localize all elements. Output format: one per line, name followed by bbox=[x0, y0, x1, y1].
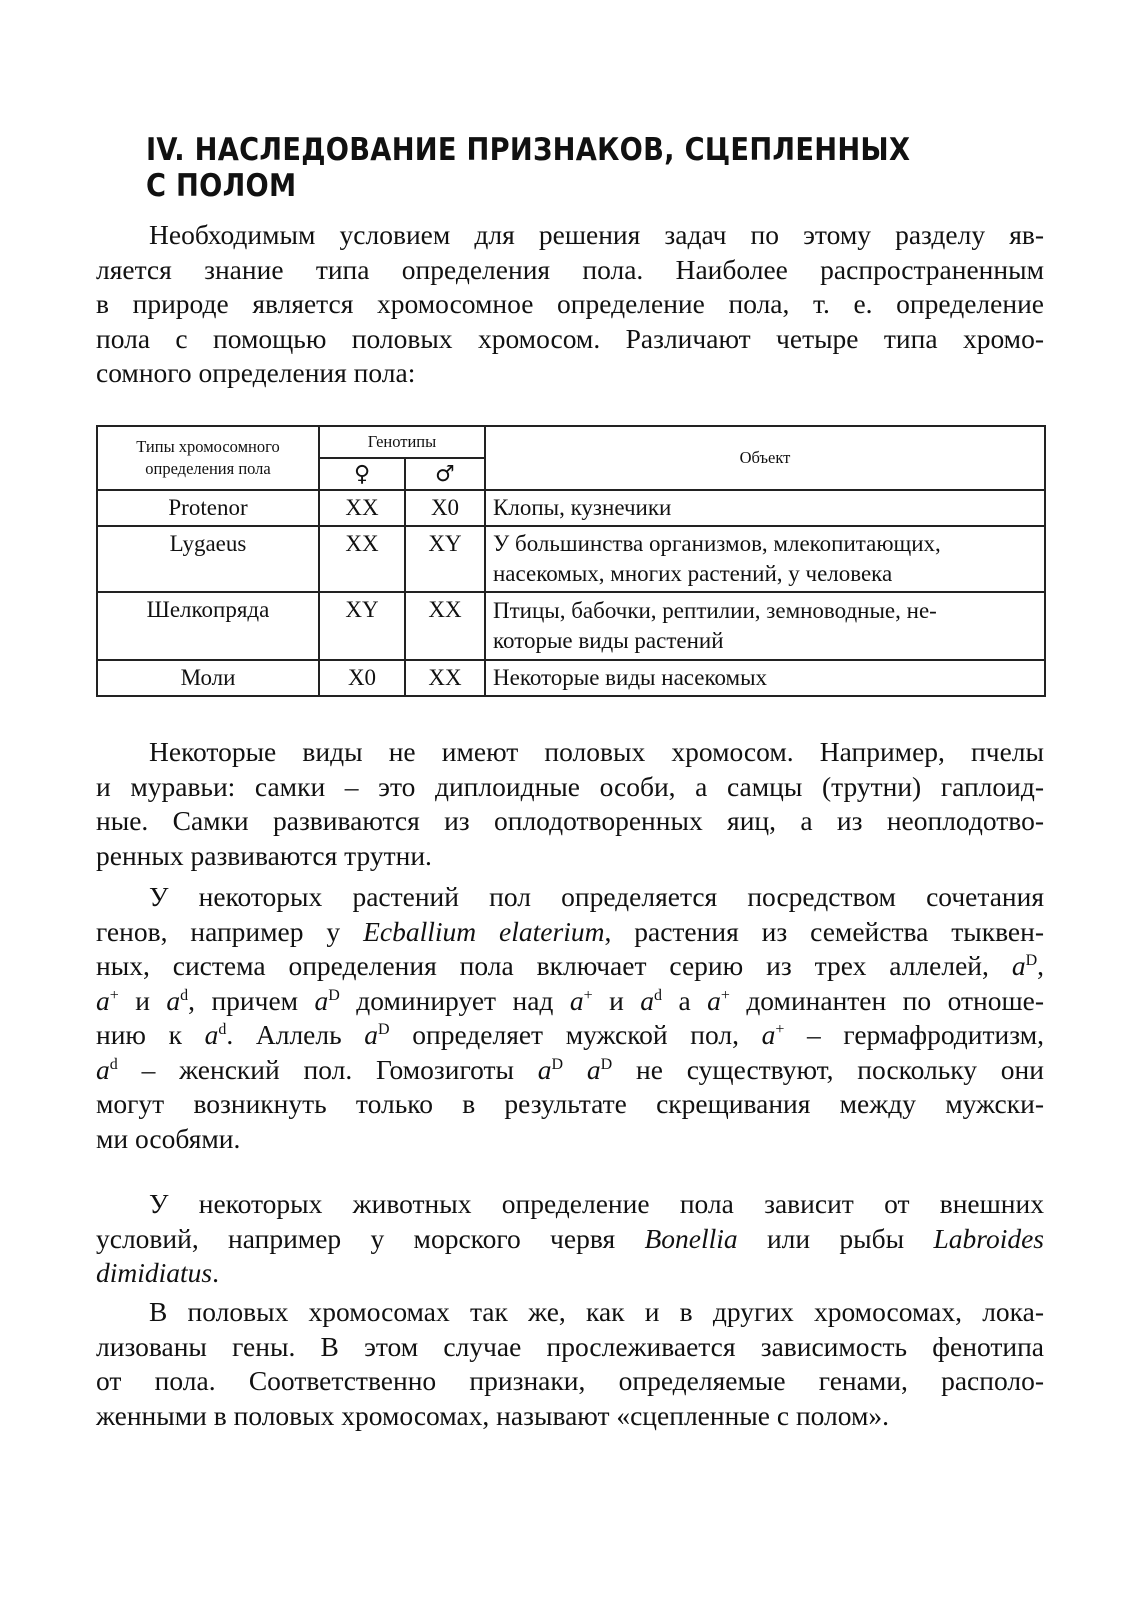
cell-male: XY bbox=[405, 526, 485, 592]
text-line: ных, система определения пола включает серию из трех аллелей, $a^D$, bbox=[96, 950, 1044, 981]
object-line: У большинства организмов, млекопитающих, bbox=[493, 531, 941, 556]
object-line: насекомых, многих растений, у человека bbox=[493, 561, 893, 586]
text-run: нию к bbox=[96, 1019, 205, 1050]
table-row bbox=[97, 490, 1045, 526]
table-row bbox=[97, 660, 1045, 696]
text-line bbox=[96, 1222, 1044, 1257]
sex-determination-table bbox=[96, 425, 1046, 697]
text-line bbox=[96, 984, 1044, 1019]
section-title: IV. НАСЛЕДОВАНИЕ ПРИЗНАКОВ, СЦЕПЛЕННЫХ С ПОЛОМ bbox=[146, 132, 911, 204]
text-line: сомного определения пола: bbox=[96, 357, 416, 388]
text-run: и bbox=[592, 984, 641, 1016]
text-run: . Аллель bbox=[226, 1019, 365, 1050]
allele-symbol: a bbox=[586, 1053, 601, 1085]
table-row bbox=[97, 592, 1045, 660]
allele-sup: d bbox=[654, 986, 662, 1004]
text-line: Необходимым условием для решения задач по этому разделу яв- bbox=[149, 219, 1044, 250]
allele-sup: D bbox=[1025, 952, 1038, 969]
allele-symbol: a bbox=[96, 1053, 110, 1085]
allele-symbol: a bbox=[761, 1019, 776, 1050]
text-line: У некоторых животных определение пола зависит от внешних bbox=[149, 1188, 1044, 1219]
allele-symbol: a bbox=[314, 984, 329, 1016]
allele-sup: D bbox=[551, 1055, 564, 1073]
cell-male: X0 bbox=[405, 490, 485, 526]
female-symbol-icon: ♀ bbox=[319, 458, 405, 490]
cell-object bbox=[485, 592, 1045, 660]
intro-paragraph bbox=[96, 218, 1044, 391]
text-line: и муравьи: самки – это диплоидные особи, а самцы (трутни) гаплоид- bbox=[96, 770, 1044, 802]
allele-symbol: a bbox=[640, 984, 654, 1016]
object-line: которые виды растений bbox=[493, 628, 724, 653]
object-line: Птицы, бабочки, рептилии, земноводные, не- bbox=[493, 598, 937, 623]
allele-symbol: a bbox=[364, 1019, 379, 1050]
header-object: Объект bbox=[485, 426, 1045, 490]
allele-symbol: a bbox=[537, 1053, 552, 1085]
allele-sup: d bbox=[109, 1055, 118, 1073]
text-run: а bbox=[662, 984, 708, 1016]
text-line bbox=[96, 1053, 1044, 1088]
allele-symbol: a bbox=[569, 984, 584, 1016]
text-line: от пола. Соответственно признаки, определяемые генами, располо- bbox=[96, 1365, 1044, 1396]
text-line: ренных развиваются трутни. bbox=[96, 839, 432, 871]
text-run: условий, например у морского червя bbox=[96, 1222, 645, 1254]
text-line: У некоторых растений пол определяется посредством сочетания bbox=[149, 881, 1044, 912]
text-line: В половых хромосомах так же, как и в других хромосомах, лока- bbox=[149, 1296, 1044, 1327]
text-run: – женский пол. Гомозиготы bbox=[117, 1053, 538, 1085]
header-type-line: определения пола bbox=[145, 459, 271, 478]
species-name: dimidiatus bbox=[96, 1257, 213, 1288]
cell-type: Protenor bbox=[97, 490, 319, 526]
text-line: могут возникнуть только в результате скрещивания между мужски- bbox=[96, 1088, 1044, 1119]
cell-male: XX bbox=[405, 592, 485, 660]
allele-sup: D bbox=[378, 1021, 390, 1038]
allele-symbol: a bbox=[166, 984, 181, 1016]
ecballium-paragraph bbox=[96, 880, 1044, 1156]
text-run: определяет мужской пол, bbox=[389, 1019, 762, 1050]
bonellia-paragraph bbox=[96, 1187, 1044, 1291]
text-line: пола с помощью половых хромосом. Различают четыре типа хромо- bbox=[96, 322, 1044, 354]
cell-female: XX bbox=[319, 490, 405, 526]
text-line bbox=[96, 915, 1044, 950]
allele-sup: D bbox=[328, 986, 340, 1004]
header-genotypes: Генотипы bbox=[319, 426, 485, 458]
allele-sup: d bbox=[218, 1021, 227, 1038]
allele-symbol: a bbox=[96, 984, 110, 1016]
cell-object: Некоторые виды насекомых bbox=[485, 660, 1045, 696]
allele-symbol: a bbox=[707, 984, 721, 1016]
sex-linked-paragraph bbox=[96, 1295, 1044, 1433]
text-line: в природе является хромосомное определение пола, т. е. определение bbox=[96, 288, 1044, 319]
allele-sup: + bbox=[775, 1021, 785, 1038]
cell-type: Lygaeus bbox=[97, 526, 319, 592]
cell-female: XX bbox=[319, 526, 405, 592]
text-run: генов, например у bbox=[96, 915, 364, 947]
text-run: , растения из семейства тыквен- bbox=[604, 915, 1044, 947]
page bbox=[96, 0, 1046, 1600]
text-line bbox=[96, 1256, 1044, 1291]
allele-symbol: a bbox=[204, 1019, 219, 1050]
allele-sup: D bbox=[600, 1055, 613, 1073]
allele-sup: d bbox=[180, 986, 189, 1004]
allele-sup: + bbox=[109, 986, 119, 1004]
text-run: доминирует над bbox=[339, 984, 570, 1016]
text-run: – гермафродитизм, bbox=[784, 1019, 1044, 1050]
cell-type: Шелкопряда bbox=[97, 592, 319, 660]
text-run: доминантен по отноше- bbox=[729, 984, 1044, 1016]
text-run: и bbox=[118, 984, 167, 1016]
bees-paragraph bbox=[96, 735, 1044, 873]
text-line bbox=[96, 1018, 1044, 1053]
species-name: Bonellia bbox=[644, 1222, 738, 1254]
cell-female: X0 bbox=[319, 660, 405, 696]
allele-sup: + bbox=[720, 986, 730, 1004]
text-run: или рыбы bbox=[737, 1222, 934, 1254]
cell-object: Клопы, кузнечики bbox=[485, 490, 1045, 526]
cell-object bbox=[485, 526, 1045, 592]
header-type bbox=[97, 426, 319, 490]
allele-sup: + bbox=[583, 986, 593, 1004]
cell-female: XY bbox=[319, 592, 405, 660]
allele-symbol: a bbox=[1011, 950, 1026, 981]
text-run: ных, система определения пола включает серию из трех аллелей, bbox=[96, 950, 1012, 981]
male-symbol-icon: ♂ bbox=[405, 458, 485, 490]
species-name: Labroides bbox=[933, 1222, 1044, 1254]
header-type-line: Типы хромосомного bbox=[136, 437, 280, 456]
cell-type: Моли bbox=[97, 660, 319, 696]
text-run: не существуют, поскольку они bbox=[612, 1053, 1044, 1085]
table-row bbox=[97, 526, 1045, 592]
cell-male: XX bbox=[405, 660, 485, 696]
text-line: женными в половых хромосомах, называют «сцепленные с полом». bbox=[96, 1399, 890, 1431]
text-line: ляется знание типа определения пола. Наиболее распространенным bbox=[96, 253, 1044, 285]
text-line: лизованы гены. В этом случае прослеживается зависимость фенотипа bbox=[96, 1330, 1044, 1362]
text-line: Некоторые виды не имеют половых хромосом. Например, пчелы bbox=[149, 736, 1044, 767]
species-name: Ecballium elaterium bbox=[363, 915, 605, 947]
text-run: , причем bbox=[188, 984, 315, 1016]
text-run: . bbox=[212, 1257, 219, 1288]
text-line: ми особями. bbox=[96, 1122, 241, 1154]
text-line: ные. Самки развиваются из оплодотворенных яиц, а из неоплодотво- bbox=[96, 805, 1044, 836]
